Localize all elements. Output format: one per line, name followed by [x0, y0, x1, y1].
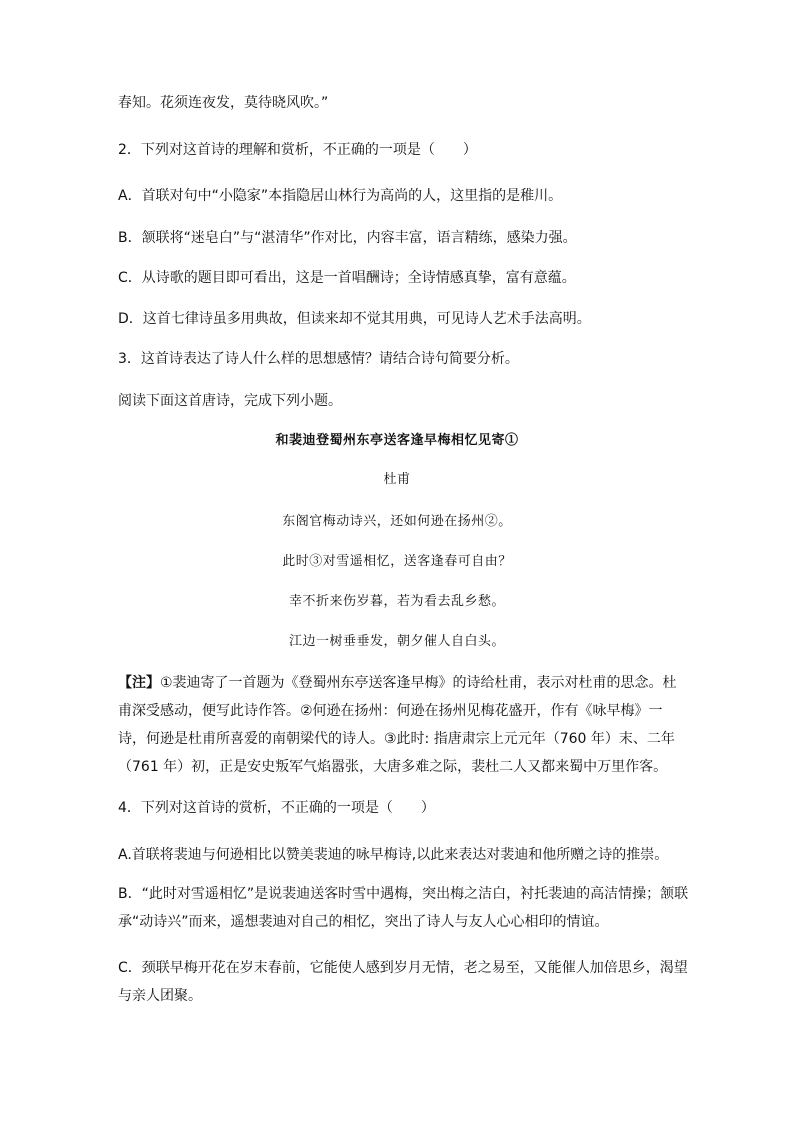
question-2-option-a: A．首联对句中“小隐家”本指隐居山林行为高尚的人，这里指的是稚川。 [118, 188, 563, 204]
question-3: 3．这首诗表达了诗人什么样的思想感情？请结合诗句简要分析。 [118, 351, 519, 367]
question-4-option-b: B．“此时对雪遥相忆”是说裴迪送客时雪中遇梅，突出梅之洁白，衬托裴迪的高洁情操；颔联承“动诗兴”而来，遥想裴迪对自己的相忆，突出了诗人与友人心心相印的情谊。 [118, 886, 689, 930]
question-4-option-c: C．颈联早梅开花在岁末春前，它能使人感到岁月无情，老之易至，又能催人加倍思乡，渴望与亲人团聚。 [118, 960, 688, 1004]
poem-line-2: 此时③对雪遥相忆，送客逢春可自由？ [282, 554, 512, 569]
question-2-option-d: D．这首七律诗虽多用典故，但读来却不觉其用典，可见诗人艺术手法高明。 [118, 311, 591, 327]
note-text: ①裴迪寄了一首题为《登蜀州东亭送客逢早梅》的诗给杜甫，表示对杜甫的思念。杜甫深受感动，便写此诗作答。②何逊在扬州：何逊在扬州见梅花盛开，作有《咏早梅》一诗，何逊是杜甫所喜爱的南朝梁代的诗人。③此时: 指唐肃宗上元元年（760 年）末、二年（761 年）初，正是安史叛军气焰嚣张，大唐多难之际，裴杜二人又都来蜀中万里作客。 [118, 675, 677, 775]
question-4-option-a: A.首联将裴迪与何逊相比以赞美裴迪的咏早梅诗,以此来表达对裴迪和他所赠之诗的推崇。 [118, 847, 669, 863]
reading-intro: 阅读下面这首唐诗，完成下列小题。 [118, 393, 342, 409]
question-2-option-c: C．从诗歌的题目即可看出，这是一首唱酬诗；全诗情感真挚，富有意蕴。 [118, 270, 576, 286]
poem-title: 和裴迪登蜀州东亭送客逢早梅相忆见寄① [275, 433, 519, 448]
poem-author: 杜甫 [383, 472, 411, 487]
question-2-stem: 2．下列对这首诗的理解和赏析，不正确的一项是（ ） [118, 142, 477, 158]
note-label: 【注】 [118, 675, 160, 691]
poem-line-4: 江边一树垂垂发，朝夕催人自白头。 [288, 634, 505, 649]
question-2-option-b: B．颔联将“迷皂白”与“湛清华”作对比，内容丰富，语言精练，感染力强。 [118, 230, 577, 246]
previous-poem-tail: 春知。花须连夜发，莫待晓风吹。” [118, 95, 329, 111]
question-4-stem: 4．下列对这首诗的赏析，不正确的一项是（ ） [118, 800, 435, 816]
poem-notes [118, 669, 690, 781]
poem-line-3: 幸不折来伤岁暮，若为看去乱乡愁。 [288, 594, 505, 609]
poem-line-1: 东阁官梅动诗兴，还如何逊在扬州②。 [282, 514, 512, 529]
